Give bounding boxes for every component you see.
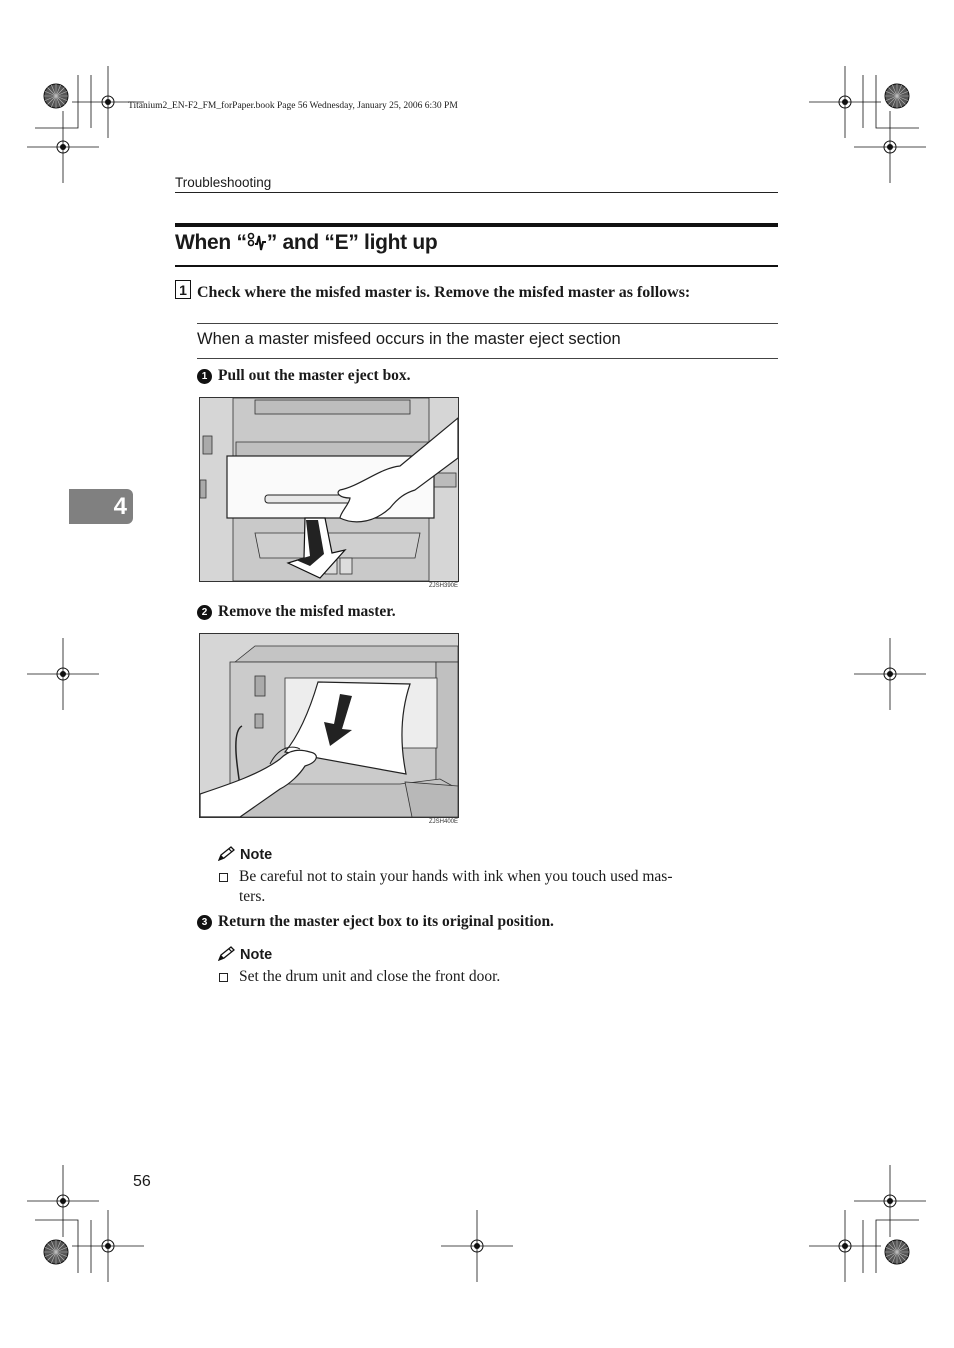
page-number: 56 [133, 1173, 151, 1190]
step-number-box: 1 [175, 280, 191, 299]
note-text-line: Be careful not to stain your hands with ink when you touch used mas- [239, 868, 673, 885]
substep-number: 3 [197, 915, 212, 930]
substep-number: 1 [197, 369, 212, 384]
note-text-line: ters. [239, 888, 266, 905]
pencil-icon [218, 946, 236, 966]
figure-remove-misfed-master [199, 633, 459, 818]
misfeed-master-icon [247, 232, 267, 258]
heading-top-rule [175, 223, 778, 227]
running-head-rule [175, 192, 778, 193]
figure-code: ZJSH400E [429, 819, 459, 825]
chapter-tab [69, 489, 133, 524]
note-text [239, 867, 779, 907]
figure-pull-eject-box [199, 397, 459, 582]
substep-text: Return the master eject box to its original position. [218, 913, 554, 930]
subsection-top-rule [197, 323, 778, 324]
note-heading [218, 846, 272, 866]
heading-bottom-rule [175, 265, 778, 267]
running-head: Troubleshooting [175, 175, 272, 190]
note-label: Note [240, 847, 273, 863]
substep-text: Pull out the master eject box. [218, 367, 411, 384]
step-instruction: Check where the misfed master is. Remove the misfed master as follows: [197, 284, 691, 301]
figure-code: ZJSH390E [429, 583, 459, 589]
note-label: Note [240, 947, 273, 963]
note-bullet-box [219, 973, 228, 982]
note-heading [218, 946, 272, 966]
page-title [175, 231, 437, 258]
note-bullet-box [219, 873, 228, 882]
note-text: Set the drum unit and close the front door. [239, 968, 501, 985]
substep-text: Remove the misfed master. [218, 603, 396, 620]
file-header: Titanium2_EN-F2_FM_forPaper.book Page 56 Wednesday, January 25, 2006 6:30 PM [128, 101, 458, 111]
title-prefix: When “ [175, 231, 247, 254]
subsection-bottom-rule [197, 358, 778, 359]
title-suffix: ” and “E” light up [266, 231, 438, 254]
pencil-icon [218, 846, 236, 866]
subsection-heading: When a master misfeed occurs in the master eject section [197, 330, 621, 348]
substep-number: 2 [197, 605, 212, 620]
chapter-number: 4 [113, 493, 127, 520]
